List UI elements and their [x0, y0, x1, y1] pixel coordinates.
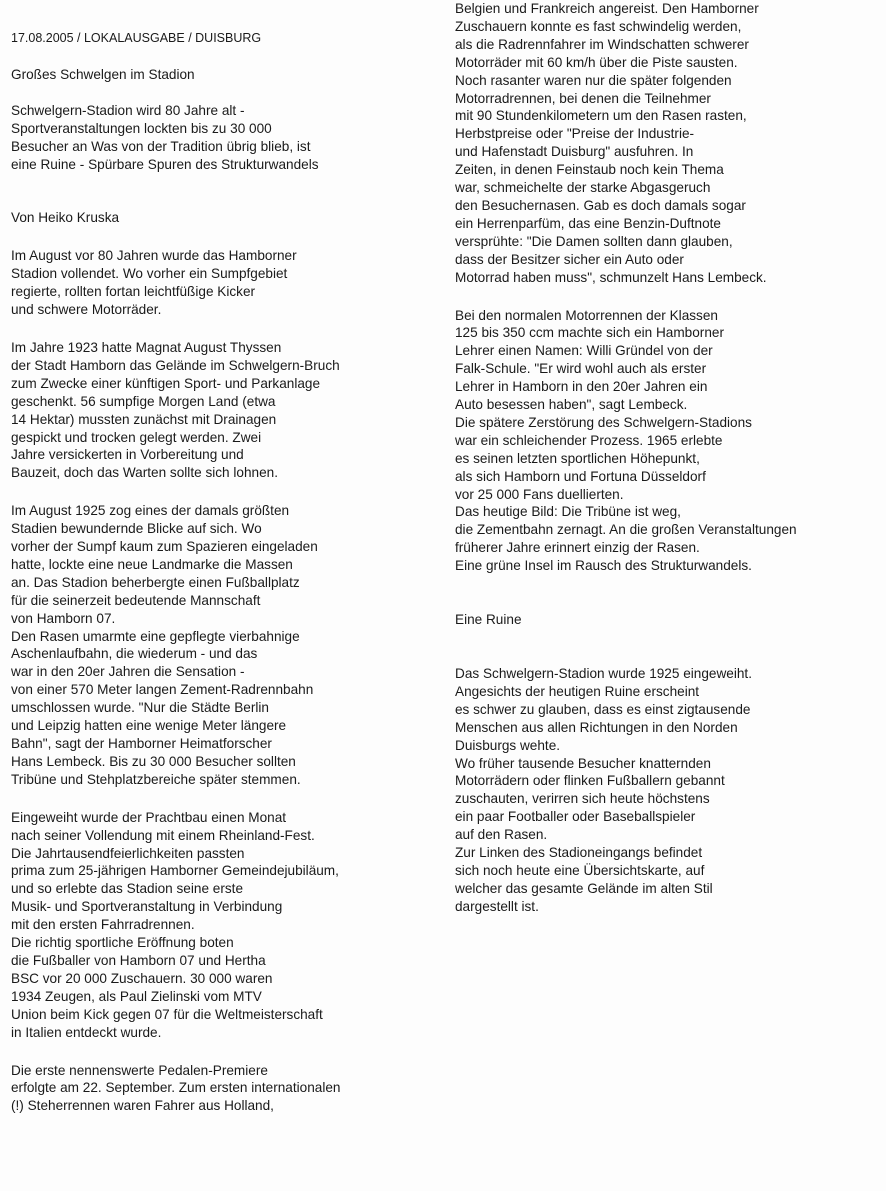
- text-line: von Hamborn 07.: [11, 610, 116, 626]
- text-line: dass der Besitzer sicher ein Auto oder: [455, 251, 684, 267]
- text-line: 125 bis 350 ccm machte sich ein Hamborner: [455, 325, 724, 341]
- text-line: 1934 Zeugen, als Paul Zielinski vom MTV: [11, 988, 262, 1004]
- text-line: die Zementbahn zernagt. An die großen Veranstaltungen: [455, 522, 797, 538]
- paragraph: [11, 809, 441, 1042]
- paragraph: [11, 339, 441, 482]
- text-line: Bei den normalen Motorrennen der Klassen: [455, 307, 718, 323]
- text-line: früherer Jahre erinnert einzig der Rasen.: [455, 540, 700, 556]
- text-line: zum Zwecke einer künftigen Sport- und Parkanlage: [11, 375, 321, 391]
- text-line: Lehrer einen Namen: Willi Gründel von der: [455, 343, 713, 359]
- headline: Großes Schwelgen im Stadion: [11, 66, 195, 82]
- paragraph: [455, 0, 883, 287]
- text-line: hatte, lockte eine neue Landmarke die Massen: [11, 556, 293, 572]
- text-line: Jahre versickerten in Vorbereitung und: [11, 447, 244, 463]
- text-line: der Stadt Hamborn das Gelände im Schwelgern-Bruch: [11, 357, 340, 373]
- text-line: prima zum 25-jährigen Hamborner Gemeindejubiläum,: [11, 863, 339, 879]
- text-line: war, schmeichelte der starke Abgasgeruch: [455, 180, 711, 196]
- text-line: und schwere Motorräder.: [11, 302, 162, 318]
- text-line: Stadien bewundernde Blicke auf sich. Wo: [11, 521, 262, 537]
- paragraph: [455, 307, 883, 576]
- text-line: in Italien entdeckt wurde.: [11, 1024, 162, 1040]
- text-line: die Fußballer von Hamborn 07 und Hertha: [11, 952, 266, 968]
- text-line: auf den Rasen.: [455, 827, 548, 843]
- text-line: Musik- und Sportveranstaltung in Verbindung: [11, 899, 283, 915]
- text-line: Die richtig sportliche Eröffnung boten: [11, 935, 234, 951]
- text-line: Hans Lembeck. Bis zu 30 000 Besucher sollten: [11, 753, 296, 769]
- text-line: 14 Hektar) mussten zunächst mit Drainagen: [11, 411, 277, 427]
- paragraph: [11, 1062, 441, 1116]
- text-line: Herbstpreise oder "Preise der Industrie-: [455, 126, 695, 142]
- text-line: erfolgte am 22. September. Zum ersten internationalen: [11, 1080, 341, 1096]
- text-line: Die spätere Zerstörung des Schwelgern-Stadions: [455, 414, 752, 430]
- text-line: vorher der Sumpf kaum zum Spazieren eingeladen: [11, 539, 318, 555]
- right-column: [455, 0, 883, 916]
- text-line: Bahn", sagt der Hamborner Heimatforscher: [11, 736, 272, 751]
- text-line: mit 90 Stundenkilometern um den Rasen rasten,: [455, 108, 747, 124]
- text-line: geschenkt. 56 sumpfige Morgen Land (etwa: [11, 393, 276, 409]
- text-line: Motorradrennen, bei denen die Teilnehmer: [455, 90, 711, 106]
- text-line: Auto besessen haben", sagt Lembeck.: [455, 397, 688, 413]
- subheadline-line: Sportveranstaltungen lockten bis zu 30 000: [11, 120, 272, 136]
- text-line: nach seiner Vollendung mit einem Rheinland-Fest.: [11, 827, 315, 843]
- paragraph: [11, 502, 441, 789]
- text-line: Belgien und Frankreich angereist. Den Hamborner: [455, 1, 759, 16]
- paragraph: [455, 665, 883, 916]
- subheadline-line: Besucher an Was von der Tradition übrig blieb, ist: [11, 138, 311, 154]
- text-line: es seinen letzten sportlichen Höhepunkt,: [455, 450, 700, 466]
- text-line: Tribüne und Stehplatzbereiche später stemmen.: [11, 771, 301, 787]
- text-line: Im August vor 80 Jahren wurde das Hamborner: [11, 248, 297, 264]
- text-line: Zuschauern konnte es fast schwindelig werden,: [455, 18, 742, 34]
- text-line: gespickt und trocken gelegt werden. Zwei: [11, 429, 262, 445]
- text-line: umschlossen wurde. "Nur die Städte Berlin: [11, 700, 269, 716]
- text-line: an. Das Stadion beherbergte einen Fußballplatz: [11, 574, 300, 590]
- text-line: Eine grüne Insel im Rausch des Strukturwandels.: [455, 558, 752, 574]
- text-line: Zeiten, in denen Feinstaub noch kein Thema: [455, 162, 724, 178]
- text-line: als sich Hamborn und Fortuna Düsseldorf: [455, 468, 706, 484]
- text-line: und Hafenstadt Duisburg" ausfuhren. In: [455, 144, 694, 160]
- text-line: Angesichts der heutigen Ruine erscheint: [455, 683, 700, 699]
- section-heading: Eine Ruine: [455, 612, 522, 628]
- text-line: Das heutige Bild: Die Tribüne ist weg,: [455, 504, 681, 520]
- text-line: und so erlebte das Stadion seine erste: [11, 881, 244, 897]
- paragraph: [11, 247, 441, 319]
- text-line: welcher das gesamte Gelände im alten Stil: [455, 880, 713, 896]
- text-line: Motorräder mit 60 km/h über die Piste sausten.: [455, 54, 738, 70]
- text-line: vor 25 000 Fans duellierten.: [455, 486, 624, 502]
- left-column: [11, 0, 441, 1115]
- text-line: Im Jahre 1923 hatte Magnat August Thyssen: [11, 339, 282, 355]
- text-line: den Besuchernasen. Gab es doch damals sogar: [455, 197, 746, 213]
- text-line: es schwer zu glauben, dass es einst zigtausende: [455, 701, 751, 717]
- subheadline-line: eine Ruine - Spürbare Spuren des Strukturwandels: [11, 156, 319, 172]
- text-line: Lehrer in Hamborn in den 20er Jahren ein: [455, 379, 708, 395]
- text-line: regierte, rollten fortan leichtfüßige Kicker: [11, 284, 256, 300]
- text-line: Menschen aus allen Richtungen in den Norden: [455, 719, 738, 735]
- text-line: (!) Steherrennen waren Fahrer aus Holland,: [11, 1098, 274, 1114]
- text-line: von einer 570 Meter langen Zement-Radrennbahn: [11, 682, 314, 698]
- text-line: Wo früher tausende Besucher knatternden: [455, 755, 711, 771]
- text-line: war ein schleichender Prozess. 1965 erlebte: [455, 432, 723, 448]
- dateline: 17.08.2005 / LOKALAUSGABE / DUISBURG: [11, 31, 262, 45]
- byline: Von Heiko Kruska: [11, 210, 120, 226]
- text-line: Falk-Schule. "Er wird wohl auch als erster: [455, 361, 707, 377]
- text-line: Stadion vollendet. Wo vorher ein Sumpfgebiet: [11, 266, 288, 282]
- text-line: und Leipzig hatten eine wenige Meter längere: [11, 718, 287, 734]
- text-line: Die Jahrtausendfeierlichkeiten passten: [11, 845, 245, 861]
- text-line: Im August 1925 zog eines der damals größten: [11, 503, 290, 519]
- text-line: dargestellt ist.: [455, 898, 539, 914]
- subheadline: [11, 102, 441, 174]
- text-line: Aschenlaufbahn, die wiederum - und das: [11, 646, 258, 662]
- text-line: Das Schwelgern-Stadion wurde 1925 eingeweiht.: [455, 666, 752, 681]
- text-line: war in den 20er Jahren die Sensation -: [11, 664, 245, 680]
- text-line: ein Herrenparfüm, das eine Benzin-Duftnote: [455, 215, 721, 231]
- text-line: Zur Linken des Stadioneingangs befindet: [455, 845, 703, 861]
- text-line: zuschauten, verirren sich heute höchstens: [455, 791, 710, 807]
- text-line: Den Rasen umarmte eine gepflegte vierbahnige: [11, 628, 300, 644]
- text-line: Motorrad haben muss", schmunzelt Hans Lembeck.: [455, 269, 767, 285]
- text-line: für die seinerzeit bedeutende Mannschaft: [11, 592, 261, 608]
- text-line: Noch rasanter waren nur die später folgenden: [455, 72, 732, 88]
- text-line: versprühte: "Die Damen sollten dann glauben,: [455, 233, 733, 249]
- text-line: Die erste nennenswerte Pedalen-Premiere: [11, 1062, 268, 1078]
- text-line: als die Radrennfahrer im Windschatten schwerer: [455, 36, 749, 52]
- text-line: BSC vor 20 000 Zuschauern. 30 000 waren: [11, 970, 273, 986]
- text-line: sich noch heute eine Übersichtskarte, auf: [455, 862, 705, 878]
- text-line: ein paar Footballer oder Baseballspieler: [455, 809, 696, 825]
- subheadline-line: Schwelgern-Stadion wird 80 Jahre alt -: [11, 102, 245, 118]
- text-line: Duisburgs wehte.: [455, 737, 561, 753]
- text-line: Union beim Kick gegen 07 für die Weltmeisterschaft: [11, 1006, 323, 1022]
- text-line: mit den ersten Fahrradrennen.: [11, 917, 195, 933]
- text-line: Eingeweiht wurde der Prachtbau einen Monat: [11, 809, 287, 825]
- text-line: Motorrädern oder flinken Fußballern gebannt: [455, 773, 725, 789]
- text-line: Bauzeit, doch das Warten sollte sich lohnen.: [11, 465, 278, 481]
